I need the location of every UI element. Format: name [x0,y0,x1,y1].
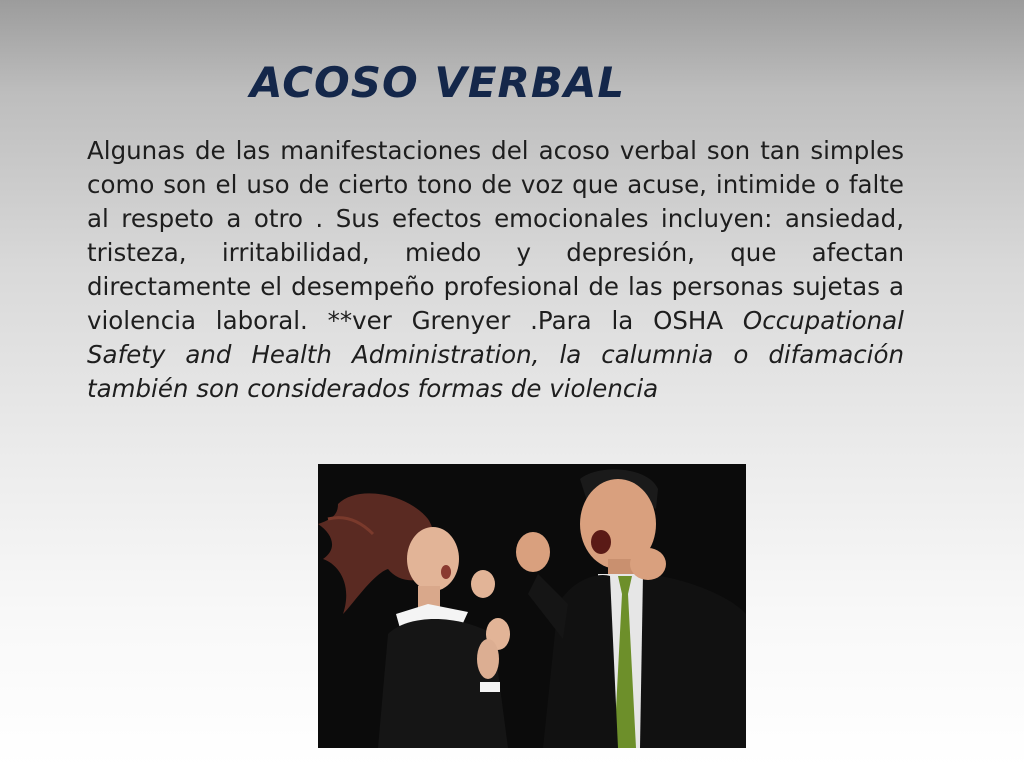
slide-title: ACOSO VERBAL [250,58,626,107]
argument-illustration [318,464,746,748]
body-paragraph [87,134,904,406]
body-text-plain: Algunas de las manifestaciones del acoso verbal son tan simples como son el uso de cierto tono de voz que acuse, intimide o falte al respeto a otro . Sus efectos emocionales incluyen: ansiedad, tristeza, irritabilidad, miedo y depresión, que afectan directamente el desempeño profesional de las personas sujetas a violencia laboral. **ver Grenyer .Para la OSHA [87,136,904,335]
argument-photo [318,464,746,748]
body-text-italic: Occupational Safety and Health Administration, la calumnia o difamación también son considerados formas de violencia [87,306,904,403]
